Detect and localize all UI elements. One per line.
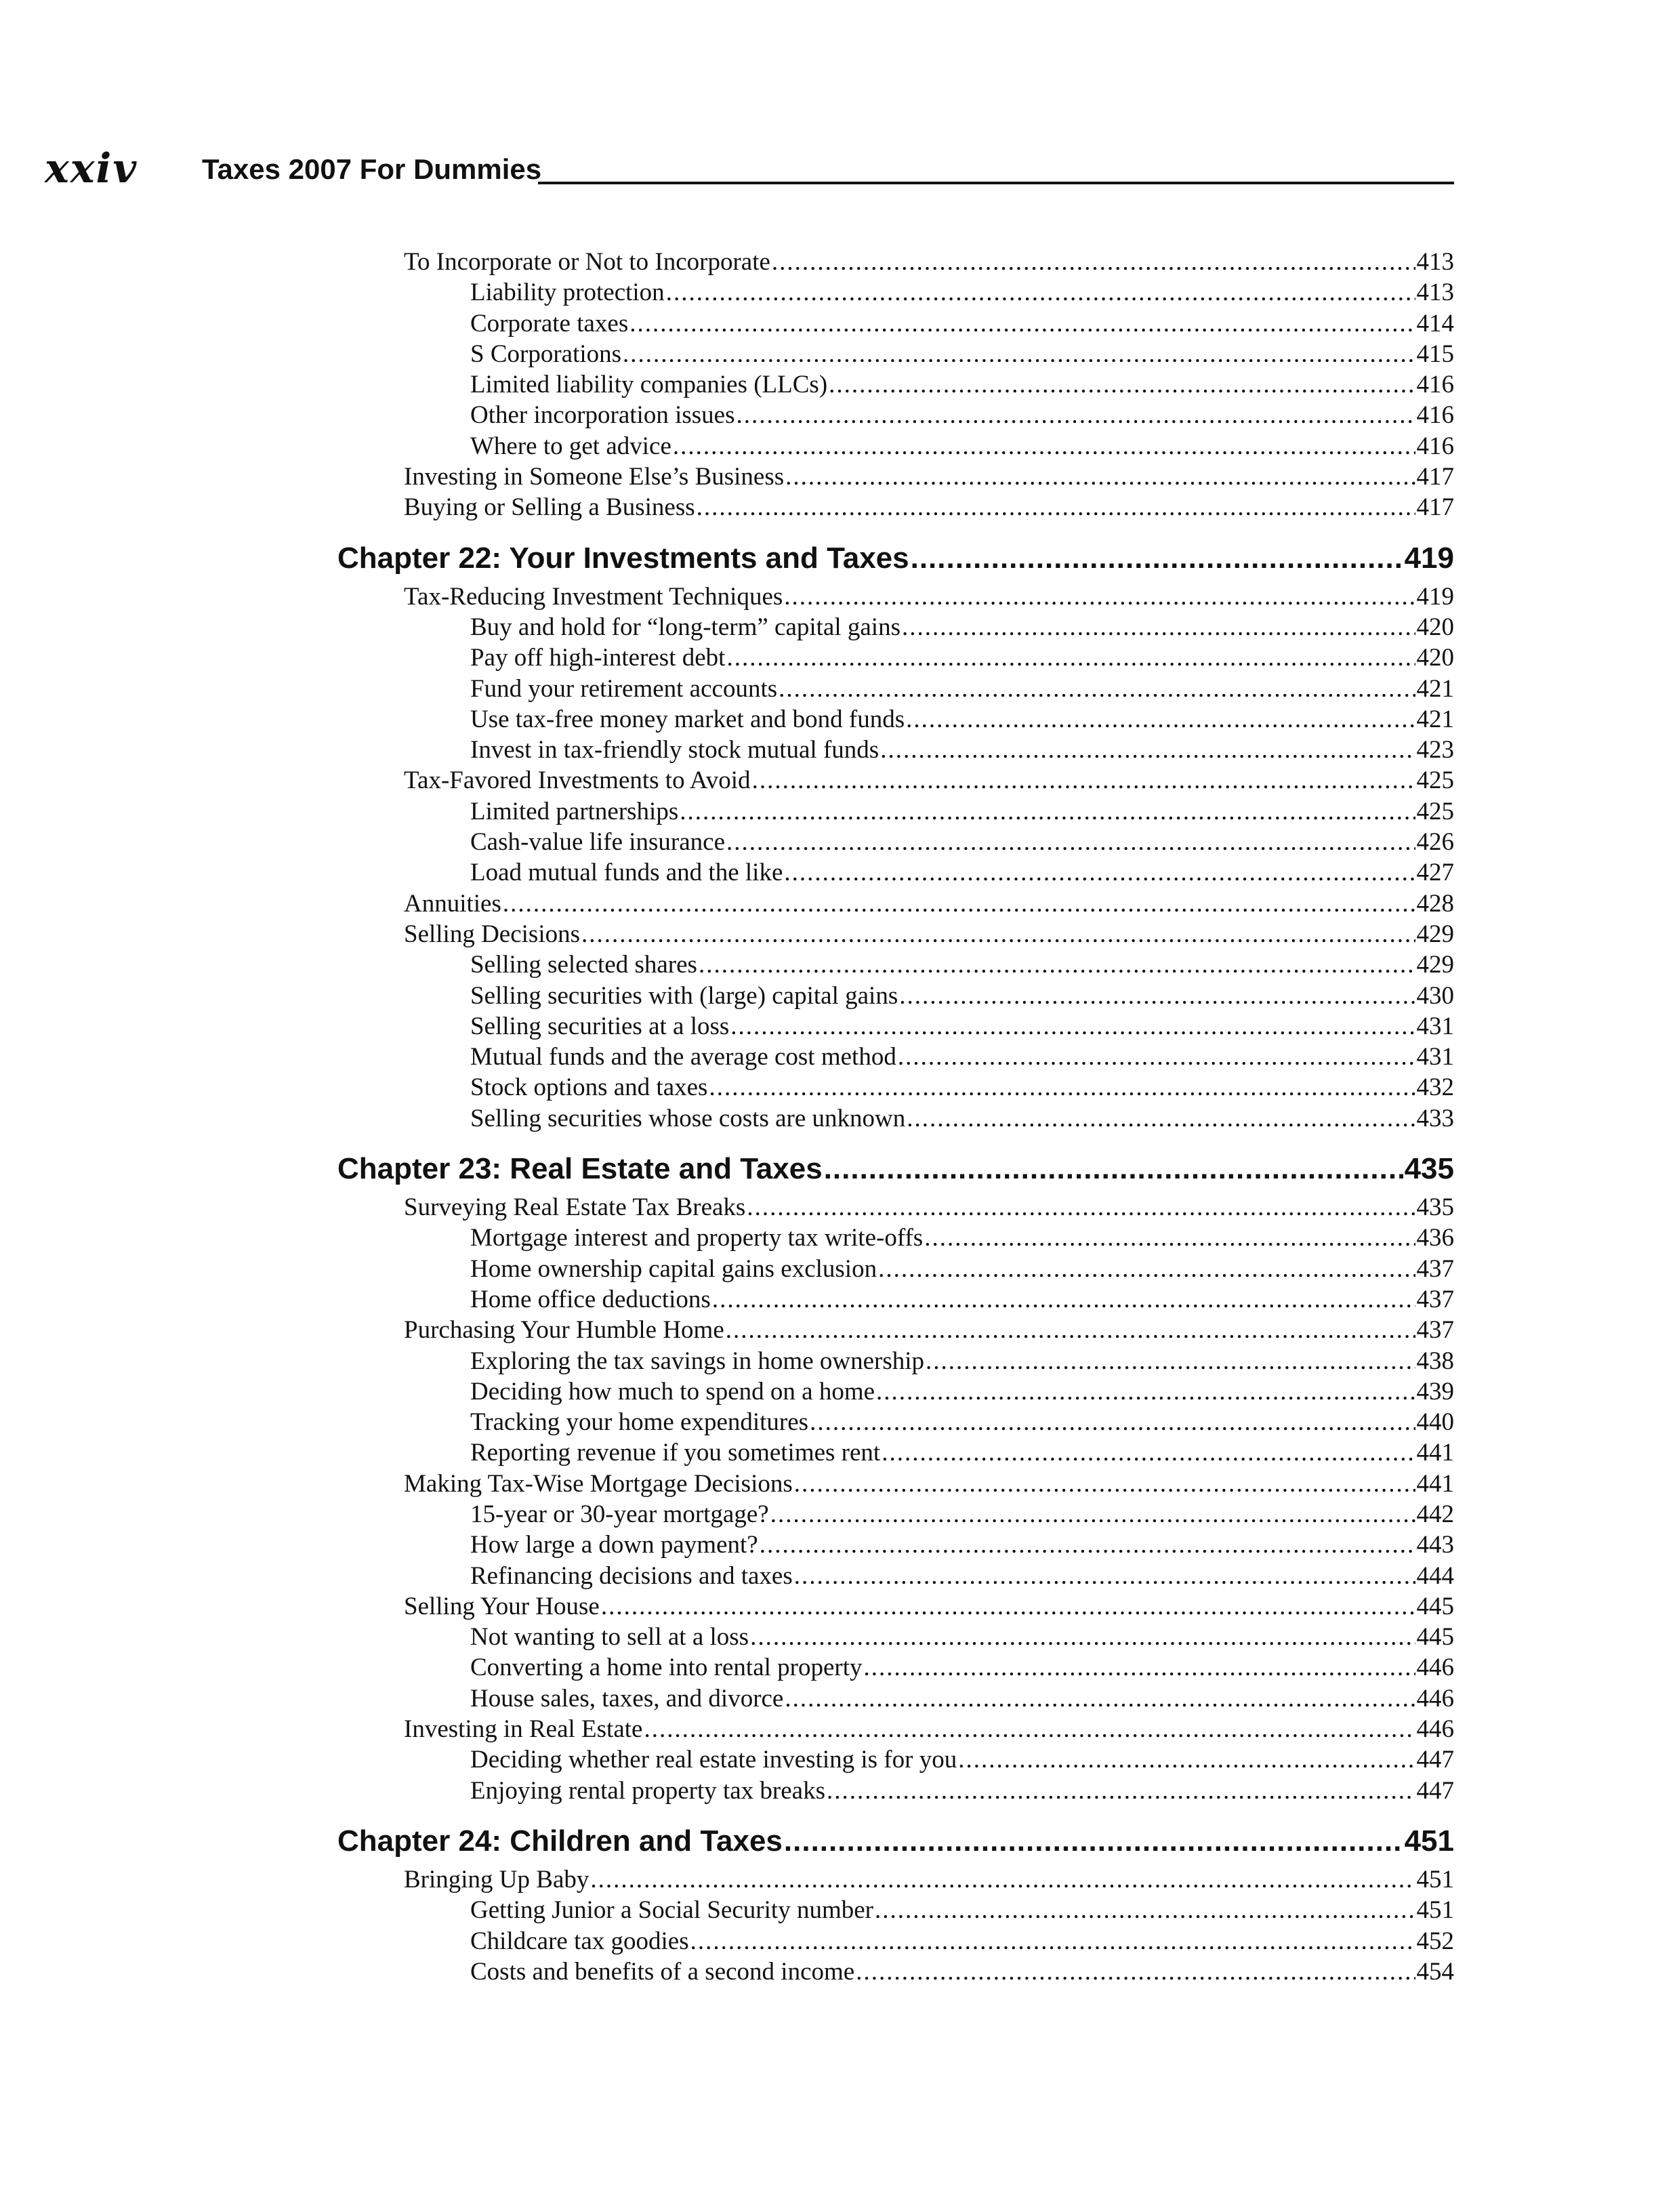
dot-leader	[785, 1683, 1415, 1714]
entry-page-number: 420	[1416, 644, 1454, 672]
toc-subsection-entry[interactable]	[337, 949, 1454, 980]
dot-leader	[902, 612, 1415, 642]
toc-subsection-entry[interactable]	[337, 642, 1454, 673]
entry-label: Limited liability companies (LLCs)	[470, 371, 828, 399]
entry-label: Refinancing decisions and taxes	[470, 1561, 793, 1590]
entry-label: 15-year or 30-year mortgage?	[470, 1500, 769, 1528]
entry-label: Use tax-free money market and bond funds	[470, 705, 905, 733]
entry-page-number: 441	[1416, 1439, 1454, 1467]
entry-label: Bringing Up Baby	[404, 1865, 589, 1893]
dot-leader	[770, 1499, 1415, 1530]
toc-subsection-entry[interactable]	[337, 431, 1454, 462]
entry-label: Corporate taxes	[470, 309, 629, 337]
toc-section-entry[interactable]	[337, 1315, 1454, 1345]
entry-page-number: 417	[1416, 493, 1454, 522]
entry-page-number: 413	[1416, 248, 1454, 276]
toc-subsection-entry[interactable]	[337, 1926, 1454, 1957]
toc-section-entry[interactable]	[337, 581, 1454, 612]
chapter-page-number: 435	[1404, 1152, 1454, 1186]
entry-page-number: 437	[1416, 1316, 1454, 1345]
dot-leader	[726, 827, 1415, 857]
dot-leader	[699, 949, 1415, 980]
entry-page-number: 416	[1416, 371, 1454, 399]
toc-subsection-entry[interactable]	[337, 277, 1454, 308]
toc-subsection-entry[interactable]	[337, 1346, 1454, 1376]
entry-page-number: 451	[1416, 1896, 1454, 1925]
entry-label: Deciding whether real estate investing is for you	[470, 1746, 957, 1774]
toc-section-entry[interactable]	[337, 765, 1454, 796]
toc-subsection-entry[interactable]	[337, 1776, 1454, 1806]
toc-section-entry[interactable]	[337, 1591, 1454, 1622]
dot-leader	[924, 1223, 1415, 1253]
entry-page-number: 415	[1416, 340, 1454, 368]
entry-label: Deciding how much to spend on a home	[470, 1377, 875, 1406]
header-rule	[538, 182, 1454, 184]
entry-label: Fund your retirement accounts	[470, 674, 778, 703]
dot-leader	[690, 1926, 1415, 1957]
toc-subsection-entry[interactable]	[337, 308, 1454, 339]
toc-subsection-entry[interactable]	[337, 1376, 1454, 1407]
entry-label: Costs and benefits of a second income	[470, 1957, 855, 1986]
chapter-page-number: 419	[1404, 541, 1454, 575]
toc-section-entry[interactable]	[337, 492, 1454, 523]
chapter-title: Chapter 24: Children and Taxes	[337, 1824, 783, 1858]
chapter-title: Chapter 22: Your Investments and Taxes	[337, 541, 909, 575]
entry-page-number: 429	[1416, 920, 1454, 948]
toc-subsection-entry[interactable]	[337, 1957, 1454, 1987]
chapter-section	[337, 1821, 1454, 1987]
entry-label: Selling Decisions	[404, 920, 581, 948]
toc-subsection-entry[interactable]	[337, 981, 1454, 1011]
dot-leader	[623, 339, 1415, 369]
entry-label: Exploring the tax savings in home ownership	[470, 1347, 925, 1375]
dot-leader	[876, 1376, 1415, 1407]
entry-page-number: 420	[1416, 613, 1454, 641]
toc-subsection-entry[interactable]	[337, 612, 1454, 642]
page-folio: xxiv	[45, 145, 138, 192]
dot-leader	[899, 981, 1415, 1011]
entry-label: Invest in tax-friendly stock mutual funds	[470, 736, 879, 764]
dot-leader	[772, 247, 1415, 277]
toc-subsection-entry[interactable]	[337, 827, 1454, 857]
entry-label: Surveying Real Estate Tax Breaks	[404, 1193, 746, 1222]
entry-label: Converting a home into rental property	[470, 1654, 863, 1682]
toc-subsection-entry[interactable]	[337, 1895, 1454, 1925]
dot-leader	[875, 1895, 1415, 1925]
chapter-page-number: 451	[1404, 1824, 1454, 1858]
entry-label: Tax-Favored Investments to Avoid	[404, 766, 751, 795]
dot-leader	[906, 704, 1415, 735]
toc-section-entry[interactable]	[337, 919, 1454, 949]
entry-page-number: 432	[1416, 1073, 1454, 1102]
dot-leader	[629, 308, 1415, 339]
toc-subsection-entry[interactable]	[337, 1284, 1454, 1315]
entry-label: Pay off high-interest debt	[470, 644, 726, 672]
entry-page-number: 445	[1416, 1623, 1454, 1652]
entry-label: Selling securities whose costs are unknown	[470, 1104, 906, 1132]
dot-leader	[601, 1591, 1415, 1622]
entry-page-number: 425	[1416, 797, 1454, 825]
entry-label: House sales, taxes, and divorce	[470, 1684, 784, 1713]
entry-label: Selling selected shares	[470, 951, 697, 979]
entry-label: Selling securities with (large) capital gains	[470, 981, 898, 1010]
dot-leader	[784, 581, 1415, 612]
dot-leader	[736, 400, 1415, 430]
entry-page-number: 428	[1416, 889, 1454, 918]
toc-subsection-entry[interactable]	[337, 1499, 1454, 1530]
entry-label: Mutual funds and the average cost method	[470, 1043, 896, 1071]
entry-page-number: 421	[1416, 674, 1454, 703]
entry-page-number: 452	[1416, 1927, 1454, 1955]
entry-page-number: 423	[1416, 736, 1454, 764]
entry-label: Cash-value life insurance	[470, 828, 726, 857]
entry-label: Tax-Reducing Investment Techniques	[404, 582, 783, 611]
dot-leader	[810, 1407, 1415, 1437]
entry-page-number: 443	[1416, 1531, 1454, 1559]
toc-subsection-entry[interactable]	[337, 796, 1454, 827]
toc-subsection-entry[interactable]	[337, 1254, 1454, 1284]
toc-subsection-entry[interactable]	[337, 857, 1454, 888]
toc-section-entry[interactable]	[337, 1192, 1454, 1223]
entry-label: Liability protection	[470, 279, 665, 307]
toc-section-entry[interactable]	[337, 247, 1454, 277]
entry-label: Home ownership capital gains exclusion	[470, 1254, 877, 1283]
dot-leader	[503, 888, 1415, 919]
dot-leader	[785, 462, 1415, 492]
entry-page-number: 414	[1416, 309, 1454, 337]
toc-subsection-entry[interactable]	[337, 400, 1454, 430]
entry-page-number: 445	[1416, 1592, 1454, 1620]
entry-page-number: 446	[1416, 1715, 1454, 1744]
entry-label: Investing in Someone Else’s Business	[404, 463, 785, 491]
dot-leader	[958, 1744, 1415, 1775]
toc-subsection-entry[interactable]	[337, 1622, 1454, 1652]
entry-page-number: 413	[1416, 279, 1454, 307]
dot-leader	[926, 1346, 1415, 1376]
entry-label: Annuities	[404, 889, 501, 918]
entry-label: Investing in Real Estate	[404, 1715, 643, 1744]
entry-label: Where to get advice	[470, 432, 671, 460]
toc-subsection-entry[interactable]	[337, 1072, 1454, 1103]
entry-page-number: 419	[1416, 582, 1454, 611]
entry-page-number: 438	[1416, 1347, 1454, 1375]
dot-leader	[726, 1315, 1415, 1345]
dot-leader	[709, 1072, 1415, 1103]
dot-leader	[752, 765, 1415, 796]
dot-leader	[794, 1561, 1415, 1591]
toc-subsection-entry[interactable]	[337, 1561, 1454, 1591]
entry-page-number: 421	[1416, 705, 1454, 733]
entry-label: Making Tax-Wise Mortgage Decisions	[404, 1469, 793, 1498]
entry-label: Getting Junior a Social Security number	[470, 1896, 873, 1925]
table-of-contents	[337, 247, 1454, 1987]
entry-label: How large a down payment?	[470, 1531, 758, 1559]
dot-leader	[824, 1149, 1403, 1189]
dot-leader	[856, 1957, 1415, 1987]
dot-leader	[726, 642, 1415, 673]
chapter-heading[interactable]	[337, 1821, 1454, 1862]
entry-page-number: 447	[1416, 1776, 1454, 1805]
toc-subsection-entry[interactable]	[337, 369, 1454, 400]
dot-leader	[730, 1011, 1415, 1042]
page-header	[45, 145, 1454, 199]
dot-leader	[747, 1192, 1415, 1223]
dot-leader	[784, 1821, 1403, 1862]
dot-leader	[878, 1254, 1415, 1284]
entry-page-number: 429	[1416, 951, 1454, 979]
toc-section-entry[interactable]	[337, 1864, 1454, 1895]
entry-label: Reporting revenue if you sometimes rent	[470, 1439, 881, 1467]
entry-label: Tracking your home expenditures	[470, 1408, 809, 1437]
dot-leader	[779, 674, 1415, 704]
entry-label: Selling Your House	[404, 1592, 600, 1620]
entry-page-number: 442	[1416, 1500, 1454, 1528]
dot-leader	[898, 1042, 1415, 1072]
toc-subsection-entry[interactable]	[337, 735, 1454, 765]
entry-label: Other incorporation issues	[470, 401, 735, 430]
entry-page-number: 431	[1416, 1043, 1454, 1071]
toc-subsection-entry[interactable]	[337, 339, 1454, 369]
entry-page-number: 454	[1416, 1957, 1454, 1986]
dot-leader	[784, 857, 1415, 888]
entry-label: Load mutual funds and the like	[470, 859, 783, 887]
entry-page-number: 433	[1416, 1104, 1454, 1132]
entry-label: Buying or Selling a Business	[404, 493, 695, 522]
chapter-section	[337, 538, 1454, 1134]
dot-leader	[911, 538, 1403, 579]
entry-label: To Incorporate or Not to Incorporate	[404, 248, 770, 276]
entry-page-number: 439	[1416, 1377, 1454, 1406]
entry-page-number: 444	[1416, 1561, 1454, 1590]
entry-label: S Corporations	[470, 340, 622, 368]
chapter-title: Chapter 23: Real Estate and Taxes	[337, 1152, 823, 1186]
entry-page-number: 441	[1416, 1469, 1454, 1498]
toc-section-entry[interactable]	[337, 1714, 1454, 1744]
dot-leader	[882, 1437, 1415, 1468]
dot-leader	[590, 1864, 1415, 1895]
dot-leader	[864, 1652, 1415, 1683]
entry-label: Buy and hold for “long-term” capital gains	[470, 613, 900, 641]
dot-leader	[712, 1284, 1415, 1315]
toc-subsection-entry[interactable]	[337, 1103, 1454, 1134]
chapter-heading[interactable]	[337, 538, 1454, 579]
entry-label: Not wanting to sell at a loss	[470, 1623, 749, 1652]
entry-page-number: 437	[1416, 1285, 1454, 1313]
entry-page-number: 451	[1416, 1865, 1454, 1893]
entry-page-number: 431	[1416, 1012, 1454, 1040]
toc-subsection-entry[interactable]	[337, 704, 1454, 735]
dot-leader	[666, 277, 1415, 308]
toc-subsection-entry[interactable]	[337, 1683, 1454, 1714]
entry-label: Stock options and taxes	[470, 1073, 708, 1102]
dot-leader	[829, 369, 1415, 400]
dot-leader	[644, 1714, 1415, 1744]
entry-label: Home office deductions	[470, 1285, 711, 1313]
entry-label: Mortgage interest and property tax write-offs	[470, 1224, 924, 1252]
entry-page-number: 435	[1416, 1193, 1454, 1222]
toc-subsection-entry[interactable]	[337, 1407, 1454, 1437]
entry-page-number: 417	[1416, 463, 1454, 491]
entry-page-number: 425	[1416, 766, 1454, 795]
entry-label: Selling securities at a loss	[470, 1012, 730, 1040]
dot-leader	[794, 1469, 1415, 1499]
entry-label: Limited partnerships	[470, 797, 679, 825]
entry-page-number: 427	[1416, 859, 1454, 887]
entry-label: Childcare tax goodies	[470, 1927, 689, 1955]
dot-leader	[827, 1776, 1415, 1806]
entry-page-number: 416	[1416, 401, 1454, 430]
toc-subsection-entry[interactable]	[337, 1652, 1454, 1683]
toc-section-entry[interactable]	[337, 462, 1454, 492]
dot-leader	[750, 1622, 1415, 1652]
entry-page-number: 416	[1416, 432, 1454, 460]
entry-label: Enjoying rental property tax breaks	[470, 1776, 825, 1805]
toc-subsection-entry[interactable]	[337, 1042, 1454, 1072]
toc-subsection-entry[interactable]	[337, 1011, 1454, 1042]
toc-subsection-entry[interactable]	[337, 1437, 1454, 1468]
toc-continued-section	[337, 247, 1454, 523]
dot-leader	[673, 431, 1415, 462]
toc-subsection-entry[interactable]	[337, 674, 1454, 704]
book-title: Taxes 2007 For Dummies	[202, 153, 542, 185]
dot-leader	[880, 735, 1415, 765]
dot-leader	[907, 1103, 1415, 1134]
dot-leader	[697, 492, 1415, 523]
entry-page-number: 446	[1416, 1684, 1454, 1713]
entry-page-number: 446	[1416, 1654, 1454, 1682]
chapter-heading[interactable]	[337, 1149, 1454, 1189]
toc-subsection-entry[interactable]	[337, 1223, 1454, 1253]
entry-page-number: 447	[1416, 1746, 1454, 1774]
entry-page-number: 436	[1416, 1224, 1454, 1252]
entry-page-number: 440	[1416, 1408, 1454, 1437]
toc-section-entry[interactable]	[337, 888, 1454, 919]
dot-leader	[680, 796, 1415, 827]
entry-page-number: 437	[1416, 1254, 1454, 1283]
entry-label: Purchasing Your Humble Home	[404, 1316, 724, 1345]
dot-leader	[760, 1530, 1415, 1560]
chapter-section	[337, 1149, 1454, 1806]
toc-subsection-entry[interactable]	[337, 1744, 1454, 1775]
entry-page-number: 426	[1416, 828, 1454, 857]
dot-leader	[581, 919, 1415, 949]
entry-page-number: 430	[1416, 981, 1454, 1010]
toc-subsection-entry[interactable]	[337, 1530, 1454, 1560]
toc-section-entry[interactable]	[337, 1469, 1454, 1499]
